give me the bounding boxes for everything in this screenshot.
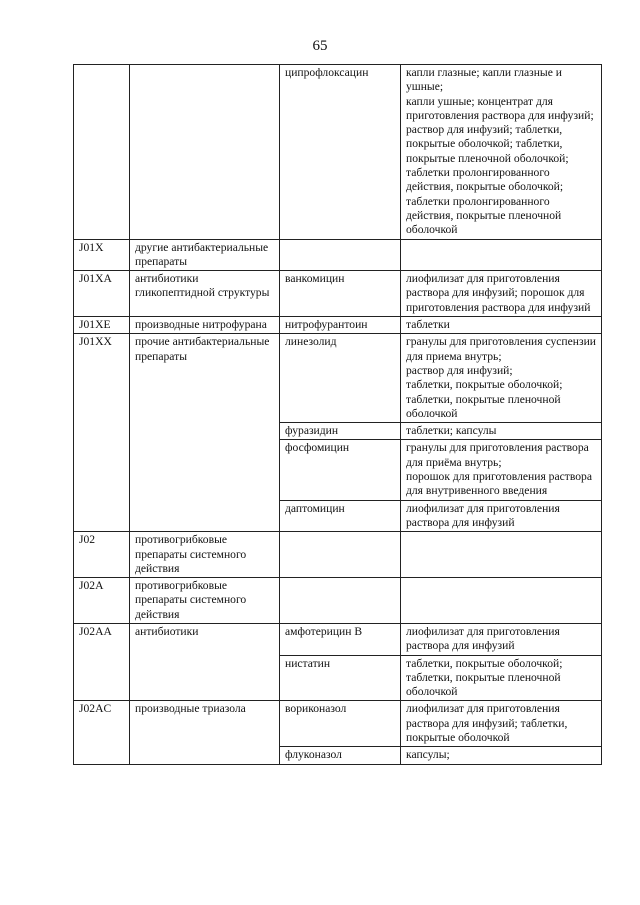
dosage-form-text: таблетки, покрытые пленочной оболочкой: [406, 670, 561, 699]
anatomical-group-cell: [130, 65, 280, 240]
dosage-form-cell: [401, 334, 602, 423]
dosage-form-cell: [401, 65, 602, 240]
drug-name-cell: фуразидин: [280, 423, 401, 440]
dosage-form-cell: [401, 440, 602, 500]
table-row: [74, 239, 602, 271]
dosage-form-text: капли ушные; концентрат для приготовления раствора для инфузий;: [406, 94, 594, 122]
dosage-form-text: лиофилизат для приготовления раствора для инфузий; порошок для приготовления раствора для инфузий: [406, 272, 591, 314]
drug-name-cell: вориконазол: [280, 701, 401, 747]
dosage-form-cell: [401, 747, 602, 764]
table-row: [74, 271, 602, 317]
drug-table: [73, 64, 602, 765]
anatomical-group-cell: противогрибковые препараты системного действия: [130, 532, 280, 578]
dosage-form-text: лиофилизат для приготовления раствора для инфузий: [406, 501, 560, 529]
anatomical-group-cell: антибиотики: [130, 623, 280, 700]
dosage-form-cell: [401, 623, 602, 655]
drug-name-cell: нитрофурантоин: [280, 317, 401, 334]
drug-name-cell: фосфомицин: [280, 440, 401, 500]
drug-name-cell: флуконазол: [280, 747, 401, 764]
anatomical-group-cell: прочие антибактериальные препараты: [130, 334, 280, 532]
dosage-form-cell: [401, 500, 602, 532]
atc-code-cell: J02A: [74, 578, 130, 624]
dosage-form-text: порошок для приготовления раствора для внутривенного введения: [406, 470, 592, 498]
table-row: [74, 578, 602, 624]
atc-code-cell: [74, 65, 130, 240]
atc-code-cell: J01XA: [74, 271, 130, 317]
atc-code-cell: J01X: [74, 239, 130, 271]
dosage-form-text: лиофилизат для приготовления раствора для инфузий: [406, 624, 560, 653]
atc-code-cell: J02AC: [74, 701, 130, 764]
table-body: [74, 65, 602, 765]
table-row: [74, 65, 602, 240]
drug-name-cell: ципрофлоксацин: [280, 65, 401, 240]
anatomical-group-cell: производные триазола: [130, 701, 280, 764]
dosage-form-text: таблетки: [406, 318, 450, 332]
dosage-form-text: лиофилизат для приготовления раствора для инфузий; таблетки, покрытые оболочкой: [406, 702, 568, 745]
table-row: [74, 532, 602, 578]
dosage-form-text: таблетки, покрытые оболочкой;: [406, 656, 563, 670]
dosage-form-cell: [401, 317, 602, 334]
drug-name-cell: нистатин: [280, 655, 401, 701]
anatomical-group-cell: производные нитрофурана: [130, 317, 280, 334]
anatomical-group-cell: другие антибактериальные препараты: [130, 239, 280, 271]
dosage-form-text: раствор для инфузий; таблетки, покрытые оболочкой; таблетки, покрытые пленочной оболочкой;: [406, 123, 569, 165]
drug-name-cell: амфотерицин В: [280, 623, 401, 655]
dosage-form-cell: [401, 423, 602, 440]
dosage-form-cell: [401, 532, 602, 578]
anatomical-group-cell: антибиотики гликопептидной структуры: [130, 271, 280, 317]
drug-name-cell: линезолид: [280, 334, 401, 423]
table-row: [74, 334, 602, 423]
atc-code-cell: J02: [74, 532, 130, 578]
drug-name-cell: ванкомицин: [280, 271, 401, 317]
dosage-form-text: таблетки, покрытые пленочной оболочкой: [406, 392, 561, 420]
table-row: [74, 623, 602, 655]
atc-code-cell: J01XX: [74, 334, 130, 532]
dosage-form-text: гранулы для приготовления суспензии для приема внутрь;: [406, 335, 596, 363]
atc-code-cell: J01XE: [74, 317, 130, 334]
drug-name-cell: [280, 532, 401, 578]
dosage-form-cell: [401, 271, 602, 317]
dosage-form-cell: [401, 701, 602, 747]
page-number: 65: [312, 38, 328, 54]
drug-name-cell: [280, 239, 401, 271]
dosage-form-cell: [401, 239, 602, 271]
drug-name-cell: даптомицин: [280, 500, 401, 532]
dosage-form-text: таблетки, покрытые оболочкой;: [406, 378, 563, 392]
dosage-form-text: таблетки пролонгированного действия, покрытые пленочной оболочкой: [406, 194, 562, 237]
table-row: [74, 317, 602, 334]
drug-name-cell: [280, 578, 401, 624]
dosage-form-text: таблетки; капсулы: [406, 424, 497, 438]
atc-code-cell: J02AA: [74, 623, 130, 700]
table-row: [74, 701, 602, 747]
anatomical-group-cell: противогрибковые препараты системного действия: [130, 578, 280, 624]
dosage-form-text: капли глазные; капли глазные и ушные;: [406, 66, 562, 94]
dosage-form-text: гранулы для приготовления раствора для приёма внутрь;: [406, 441, 589, 469]
dosage-form-text: таблетки пролонгированного действия, покрытые оболочкой;: [406, 166, 564, 194]
dosage-form-cell: [401, 578, 602, 624]
dosage-form-text: капсулы;: [406, 748, 450, 762]
dosage-form-text: раствор для инфузий;: [406, 363, 513, 377]
dosage-form-cell: [401, 655, 602, 701]
